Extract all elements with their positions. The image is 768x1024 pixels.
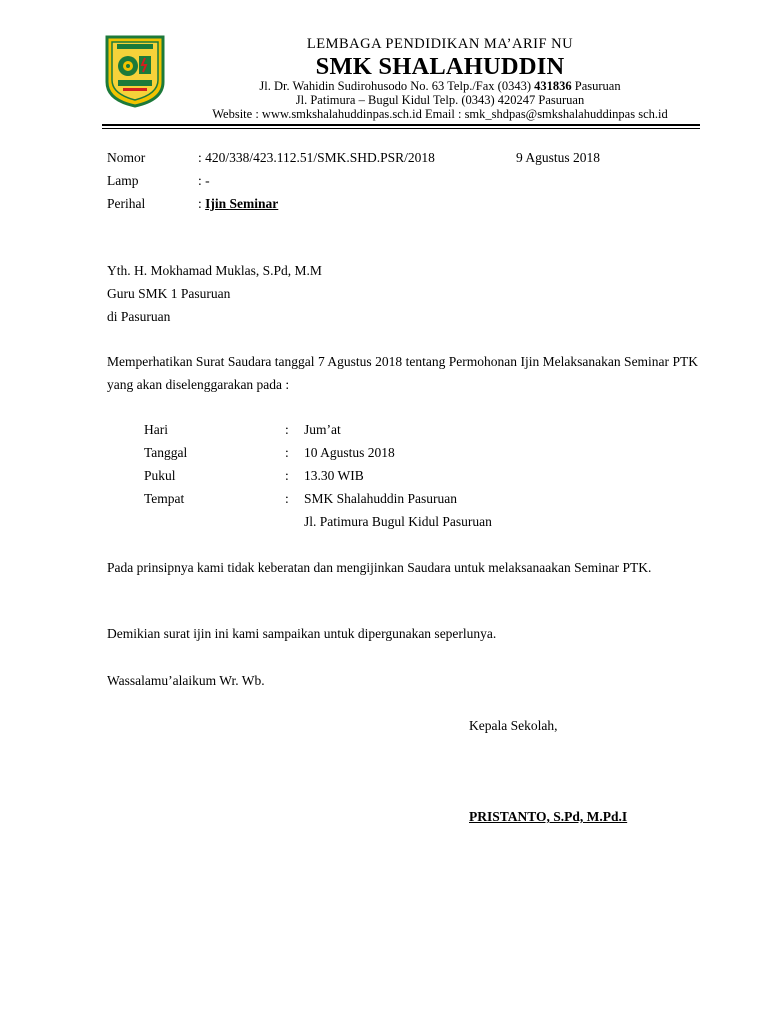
perihal-colon: : — [198, 196, 206, 211]
detail-colon: : — [285, 445, 289, 460]
detail-label-hari: Hari — [144, 422, 168, 437]
detail-colon: : — [285, 422, 289, 437]
paragraph-opening: Memperhatikan Surat Saudara tanggal 7 Agustus 2018 tentang Permohonan Ijin Melaksanakan Seminar PTK yang akan diselenggarakan pada : — [107, 354, 698, 392]
nomor-value: : 420/338/423.112.51/SMK.SHD.PSR/2018 — [198, 150, 435, 165]
address-suffix: Pasuruan — [571, 79, 621, 93]
website-email-line: Website : www.smkshalahuddinpas.sch.id Email : smk_shdpas@smkshalahuddinpas sch.id — [212, 107, 668, 121]
detail-colon: : — [285, 491, 289, 506]
detail-colon: : — [285, 468, 289, 483]
detail-label-pukul: Pukul — [144, 468, 176, 483]
header-divider-thin — [102, 128, 700, 129]
paragraph-closing: Demikian surat ijin ini kami sampaikan untuk dipergunakan seperlunya. — [107, 626, 497, 641]
recipient-location: di Pasuruan — [107, 309, 171, 324]
perihal-row — [198, 196, 278, 212]
signature-title: Kepala Sekolah, — [469, 718, 558, 733]
salutation-closing: Wassalamu’alaikum Wr. Wb. — [107, 673, 265, 688]
detail-value-hari: Jum’at — [304, 422, 341, 437]
detail-value-tempat-address: Jl. Patimura Bugul Kidul Pasuruan — [304, 514, 492, 529]
detail-value-pukul: 13.30 WIB — [304, 468, 364, 483]
detail-label-tanggal: Tanggal — [144, 445, 188, 460]
address-line1 — [140, 79, 740, 94]
perihal-label: Perihal — [107, 196, 146, 211]
lamp-value: : - — [198, 173, 210, 188]
paragraph-permission: Pada prinsipnya kami tidak keberatan dan mengijinkan Saudara untuk melaksanaakan Seminar PTK. — [107, 560, 652, 575]
school-name: SMK SHALAHUDDIN — [315, 53, 565, 80]
lamp-label: Lamp — [107, 173, 139, 188]
nomor-label: Nomor — [107, 150, 146, 165]
address-line2: Jl. Patimura – Bugul Kidul Telp. (0343) 420247 Pasuruan — [295, 93, 585, 107]
header-divider-thick — [102, 124, 700, 126]
recipient-name: Yth. H. Mokhamad Muklas, S.Pd, M.M — [107, 263, 322, 278]
signature-name: PRISTANTO, S.Pd, M.Pd.I — [469, 809, 628, 824]
address-prefix: Jl. Dr. Wahidin Sudirohusodo No. 63 Telp./Fax (0343) — [259, 79, 535, 93]
organization-name: LEMBAGA PENDIDIKAN MA’ARIF NU — [306, 36, 574, 52]
perihal-value: Ijin Seminar — [205, 196, 279, 211]
recipient-position: Guru SMK 1 Pasuruan — [107, 286, 231, 301]
detail-label-tempat: Tempat — [144, 491, 185, 506]
letter-date: 9 Agustus 2018 — [516, 150, 601, 165]
address-number: 431836 — [534, 79, 572, 93]
detail-value-tanggal: 10 Agustus 2018 — [304, 445, 395, 460]
detail-value-tempat: SMK Shalahuddin Pasuruan — [304, 491, 457, 506]
